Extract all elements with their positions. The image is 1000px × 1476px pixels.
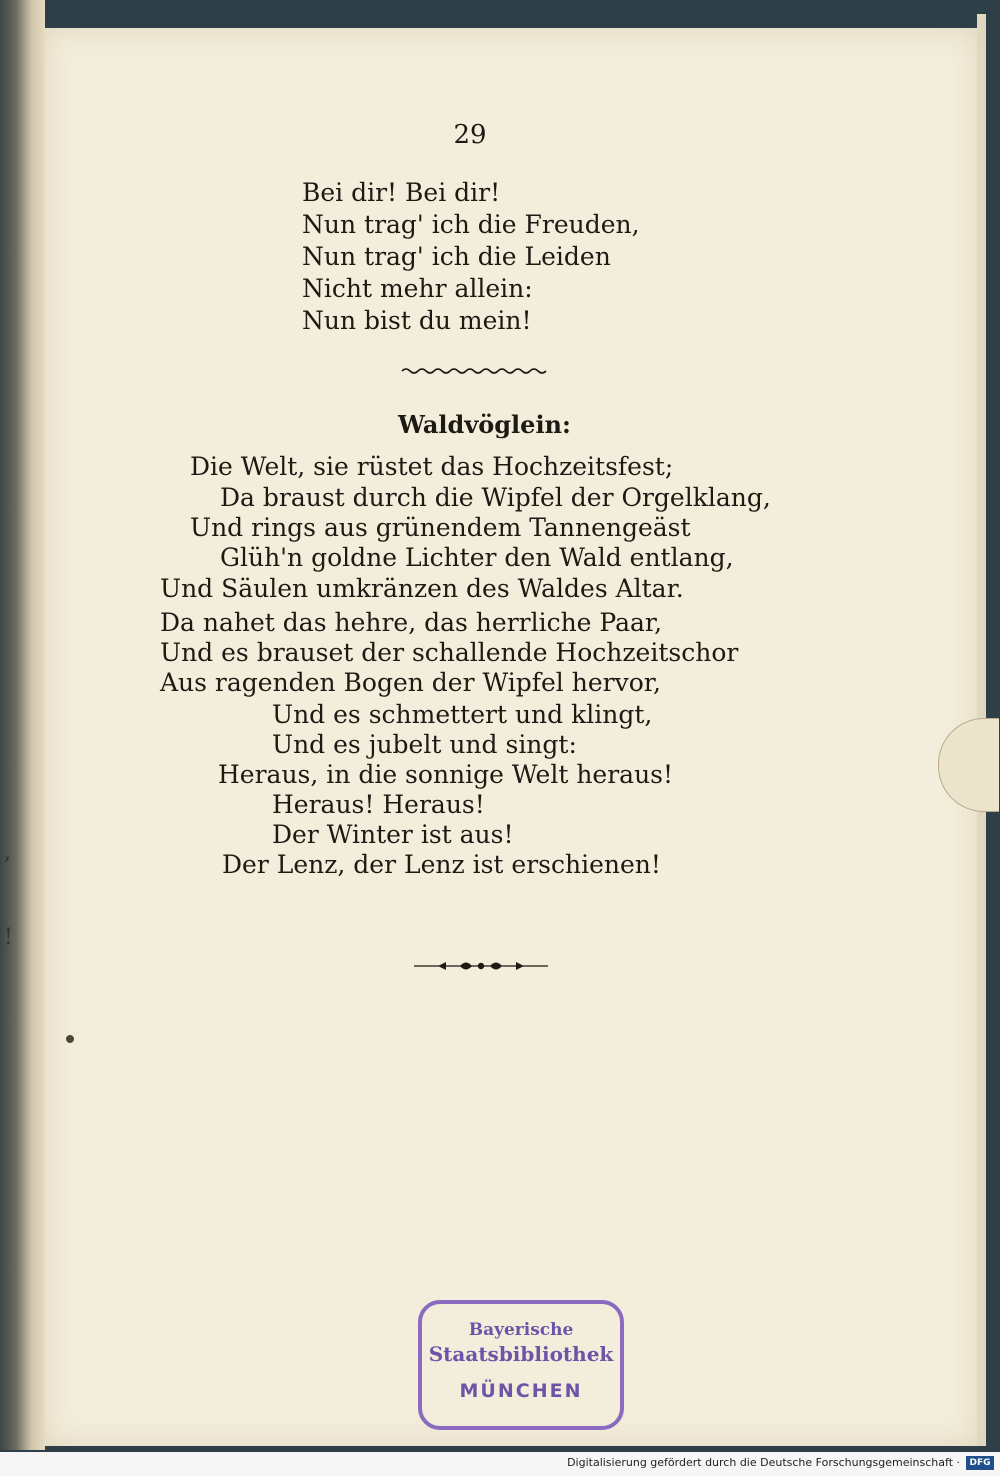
- poem-line: Nun bist du mein!: [302, 306, 532, 335]
- poem-line: Und rings aus grünendem Tannengeäst: [190, 513, 691, 542]
- ink-spot: [66, 1035, 74, 1043]
- ornament-divider: [410, 956, 552, 976]
- poem-line: Nun trag' ich die Leiden: [302, 242, 611, 271]
- poem-line: Und es schmettert und klingt,: [272, 700, 653, 729]
- poem-line: Bei dir! Bei dir!: [302, 178, 501, 207]
- poem-line: Glüh'n goldne Lichter den Wald entlang,: [220, 543, 734, 572]
- poem-line: Und Säulen umkränzen des Waldes Altar.: [160, 574, 684, 603]
- stamp-line: MÜNCHEN: [459, 1380, 583, 1402]
- poem-line: Und es brauset der schallende Hochzeitschor: [160, 638, 739, 667]
- bleed-through-mark: ,: [4, 840, 11, 865]
- page-number: 29: [453, 120, 487, 150]
- poem-line: Der Lenz, der Lenz ist erschienen!: [222, 850, 661, 879]
- stamp-line: Staatsbibliothek: [428, 1342, 614, 1366]
- footer-bar: [0, 1452, 1000, 1476]
- stamp-line: Bayerische: [468, 1320, 574, 1340]
- poem-line: Heraus, in die sonnige Welt heraus!: [218, 760, 674, 789]
- footer-credit: Digitalisierung gefördert durch die Deutsche Forschungsgemeinschaft ·: [567, 1456, 960, 1469]
- poem-line: Da braust durch die Wipfel der Orgelklang,: [220, 483, 771, 512]
- bleed-through-mark: !: [4, 925, 13, 950]
- wavy-rule-divider: [400, 364, 550, 378]
- section-heading: Waldvöglein:: [398, 410, 571, 439]
- poem-line: Aus ragenden Bogen der Wipfel hervor,: [160, 668, 661, 697]
- poem-line: Die Welt, sie rüstet das Hochzeitsfest;: [190, 452, 674, 481]
- poem-line: Nun trag' ich die Freuden,: [302, 210, 640, 239]
- library-stamp: [418, 1300, 624, 1430]
- poem-line: Heraus! Heraus!: [272, 790, 485, 819]
- poem-line: Nicht mehr allein:: [302, 274, 533, 303]
- poem-line: Und es jubelt und singt:: [272, 730, 577, 759]
- adjacent-page-edge: [0, 0, 45, 1450]
- dfg-logo-icon: DFG: [966, 1456, 994, 1470]
- poem-line: Da nahet das hehre, das herrliche Paar,: [160, 608, 663, 637]
- poem-line: Der Winter ist aus!: [272, 820, 514, 849]
